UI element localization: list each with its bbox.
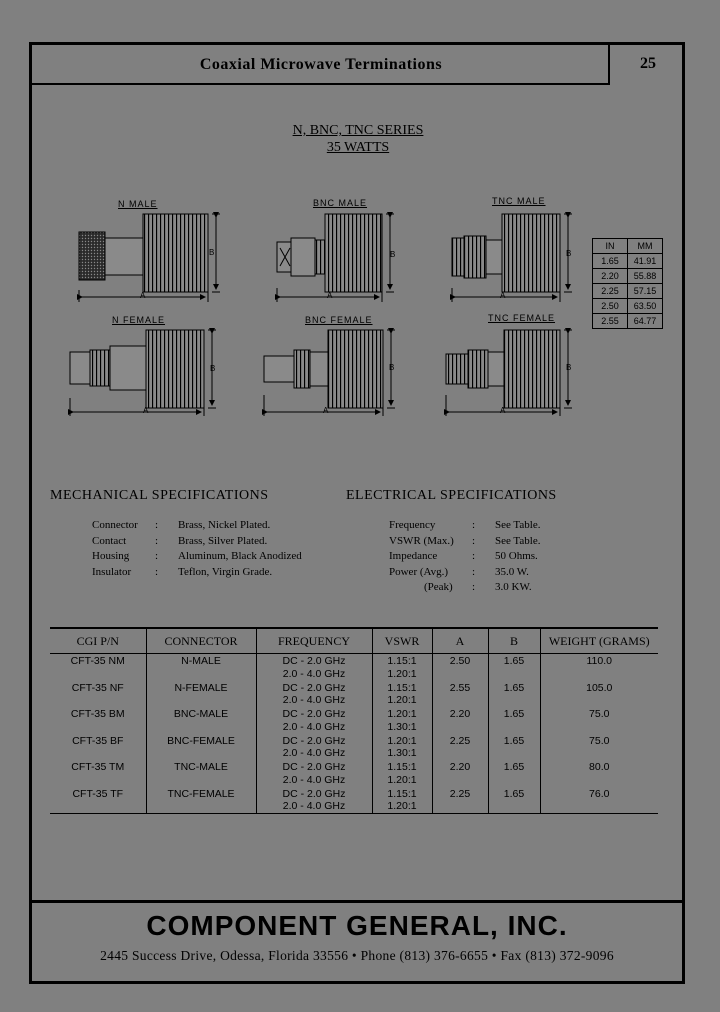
cell-vswr xyxy=(372,681,432,708)
vswr-line: 1.20:1 xyxy=(387,734,417,747)
dim-b-label: B xyxy=(566,363,572,372)
label-tnc-male: TNC MALE xyxy=(492,196,546,206)
dim-a-label: A xyxy=(323,406,329,415)
cell-b: 1.65 xyxy=(488,734,540,761)
spec-value: Brass, Nickel Plated. xyxy=(178,519,271,531)
freq-line: 2.0 - 4.0 GHz xyxy=(282,800,346,812)
vswr-line: 1.15:1 xyxy=(387,655,417,667)
cell-connector: N-MALE xyxy=(146,654,256,681)
bnc-male-drawing xyxy=(277,214,394,302)
spec-sep: : xyxy=(472,581,476,593)
vswr-line: 1.15:1 xyxy=(387,761,417,773)
col-header-pn: CGI P/N xyxy=(50,628,146,654)
spec-sep: : xyxy=(155,519,159,531)
cell-connector: BNC-MALE xyxy=(146,707,256,734)
mechanical-title: MECHANICAL SPECIFICATIONS xyxy=(50,488,269,503)
spec-sep: : xyxy=(155,565,159,578)
company-address: 2445 Success Drive, Odessa, Florida 33556 • Phone (813) 376-6655 • Fax (813) 372-9096 xyxy=(100,948,614,963)
spec-label: Impedance xyxy=(389,550,438,562)
page-number: 25 xyxy=(640,55,656,72)
col-header-vswr: VSWR xyxy=(372,628,432,654)
cell-frequency xyxy=(256,707,372,734)
cell-vswr xyxy=(372,707,432,734)
cell-a: 2.25 xyxy=(432,787,488,814)
series-line-2: 35 WATTS xyxy=(326,140,390,155)
n-female-drawing xyxy=(70,330,216,416)
freq-line: 2.0 - 4.0 GHz xyxy=(282,747,346,759)
label-bnc-male: BNC MALE xyxy=(313,198,368,208)
cell-vswr xyxy=(372,734,432,761)
dim-a-label: A xyxy=(500,291,506,300)
cell-a: 2.20 xyxy=(432,707,488,734)
col-header-a: A xyxy=(432,628,488,654)
cell-a: 2.20 xyxy=(432,760,488,787)
dim-b-label: B xyxy=(566,249,572,258)
spec-label: Contact xyxy=(92,534,127,547)
page-title: Coaxial Microwave Terminations xyxy=(199,56,443,73)
parts-table xyxy=(50,627,658,814)
col-header-connector: CONNECTOR xyxy=(146,628,256,654)
dimension-table xyxy=(592,238,663,329)
vswr-line: 1.20:1 xyxy=(387,773,417,786)
dim-cell: 2.25 xyxy=(593,284,628,299)
vswr-line: 1.20:1 xyxy=(387,694,417,706)
tnc-female-drawing xyxy=(446,330,572,416)
freq-line: 2.0 - 4.0 GHz xyxy=(282,773,346,786)
table-row xyxy=(50,734,658,761)
freq-line: 2.0 - 4.0 GHz xyxy=(282,694,346,706)
cell-a: 2.50 xyxy=(432,654,488,681)
freq-line: 2.0 - 4.0 GHz xyxy=(282,720,346,733)
spec-sep: : xyxy=(472,550,476,562)
cell-b: 1.65 xyxy=(488,707,540,734)
dim-cell: 2.55 xyxy=(593,314,628,329)
cell-pn: CFT-35 NM xyxy=(70,655,125,667)
cell-weight: 76.0 xyxy=(540,787,658,814)
dim-header-mm: MM xyxy=(628,239,663,254)
spec-value: 50 Ohms. xyxy=(495,550,538,562)
label-n-female: N FEMALE xyxy=(112,315,166,325)
cell-b: 1.65 xyxy=(488,787,540,814)
vswr-line: 1.20:1 xyxy=(387,708,417,720)
dim-a-label: A xyxy=(143,406,149,415)
cell-frequency xyxy=(256,760,372,787)
vswr-line: 1.20:1 xyxy=(387,800,417,812)
cell-frequency xyxy=(256,787,372,814)
spec-sep: : xyxy=(155,534,159,547)
freq-line: DC - 2.0 GHz xyxy=(282,681,346,694)
dim-b-label: B xyxy=(209,248,215,257)
label-bnc-female: BNC FEMALE xyxy=(305,315,373,325)
bnc-female-drawing xyxy=(264,330,395,416)
spec-sep: : xyxy=(472,534,476,547)
cell-pn: CFT-35 BM xyxy=(70,708,125,720)
dim-cell: 63.50 xyxy=(628,299,663,314)
label-n-male: N MALE xyxy=(118,199,158,209)
cell-vswr xyxy=(372,654,432,681)
cell-weight: 80.0 xyxy=(540,760,658,787)
vswr-line: 1.30:1 xyxy=(387,720,417,733)
dim-cell: 2.20 xyxy=(593,269,628,284)
freq-line: DC - 2.0 GHz xyxy=(282,761,346,773)
label-tnc-female: TNC FEMALE xyxy=(488,313,556,323)
dim-b-label: B xyxy=(390,250,396,259)
electrical-seps xyxy=(472,518,475,596)
spec-value: 35.0 W. xyxy=(495,565,529,578)
electrical-title: ELECTRICAL SPECIFICATIONS xyxy=(346,488,557,503)
freq-line: DC - 2.0 GHz xyxy=(282,655,346,667)
cell-connector: TNC-FEMALE xyxy=(146,787,256,814)
series-line-1: N, BNC, TNC SERIES xyxy=(292,123,424,138)
dim-cell: 57.15 xyxy=(628,284,663,299)
cell-b: 1.65 xyxy=(488,654,540,681)
spec-value: See Table. xyxy=(495,519,541,531)
spec-label: Frequency xyxy=(389,519,436,531)
freq-line: 2.0 - 4.0 GHz xyxy=(282,667,346,680)
parts-header-row xyxy=(50,628,658,654)
cell-connector: TNC-MALE xyxy=(146,760,256,787)
freq-line: DC - 2.0 GHz xyxy=(282,734,346,747)
spec-value: Aluminum, Black Anodized xyxy=(178,550,302,562)
spec-value: Teflon, Virgin Grade. xyxy=(178,565,273,578)
n-male-drawing xyxy=(79,214,220,302)
col-header-weight: WEIGHT (GRAMS) xyxy=(540,628,658,654)
cell-a: 2.55 xyxy=(432,681,488,708)
spec-label: (Peak) xyxy=(424,581,453,593)
spec-label: Connector xyxy=(92,519,138,531)
table-row xyxy=(50,787,658,814)
mechanical-seps xyxy=(155,518,158,580)
spec-sep: : xyxy=(155,550,159,562)
spec-value: See Table. xyxy=(495,534,541,547)
spec-sep: : xyxy=(472,565,476,578)
mechanical-labels xyxy=(92,518,138,580)
cell-b: 1.65 xyxy=(488,760,540,787)
spec-label: Housing xyxy=(92,550,130,562)
cell-frequency xyxy=(256,681,372,708)
cell-weight: 110.0 xyxy=(540,654,658,681)
vswr-line: 1.15:1 xyxy=(387,787,417,800)
dim-cell: 55.88 xyxy=(628,269,663,284)
vswr-line: 1.30:1 xyxy=(387,747,417,759)
col-header-frequency: FREQUENCY xyxy=(256,628,372,654)
cell-weight: 75.0 xyxy=(540,707,658,734)
dim-cell: 1.65 xyxy=(593,254,628,269)
dim-a-label: A xyxy=(327,291,333,300)
footer-divider xyxy=(32,900,682,903)
cell-pn: CFT-35 NF xyxy=(71,681,124,694)
cell-pn: CFT-35 BF xyxy=(72,734,124,747)
spec-label: Insulator xyxy=(92,565,132,578)
tnc-male-drawing xyxy=(452,214,572,302)
freq-line: DC - 2.0 GHz xyxy=(282,708,346,720)
dim-cell: 41.91 xyxy=(628,254,663,269)
cell-frequency xyxy=(256,734,372,761)
dim-b-label: B xyxy=(210,364,216,373)
spec-label: VSWR (Max.) xyxy=(389,534,454,547)
cell-a: 2.25 xyxy=(432,734,488,761)
table-row xyxy=(50,707,658,734)
cell-b: 1.65 xyxy=(488,681,540,708)
cell-connector: N-FEMALE xyxy=(146,681,256,708)
dim-cell: 64.77 xyxy=(628,314,663,329)
dim-b-label: B xyxy=(389,363,395,372)
electrical-values xyxy=(495,518,540,596)
dim-a-label: A xyxy=(500,406,506,415)
table-row xyxy=(50,681,658,708)
vswr-line: 1.20:1 xyxy=(387,667,417,680)
cell-connector: BNC-FEMALE xyxy=(146,734,256,761)
vswr-line: 1.15:1 xyxy=(387,681,417,694)
cell-weight: 105.0 xyxy=(540,681,658,708)
cell-pn: CFT-35 TM xyxy=(71,761,125,773)
company-name: COMPONENT GENERAL, INC. xyxy=(146,910,568,941)
spec-value: Brass, Silver Plated. xyxy=(178,534,268,547)
mechanical-values xyxy=(178,518,302,580)
electrical-labels xyxy=(389,518,454,596)
cell-pn: CFT-35 TF xyxy=(50,787,146,814)
dim-header-in: IN xyxy=(593,239,628,254)
cell-vswr xyxy=(372,760,432,787)
table-row xyxy=(50,654,658,681)
cell-weight: 75.0 xyxy=(540,734,658,761)
dim-cell: 2.50 xyxy=(593,299,628,314)
cell-frequency xyxy=(256,654,372,681)
spec-sep: : xyxy=(472,519,476,531)
col-header-b: B xyxy=(488,628,540,654)
freq-line: DC - 2.0 GHz xyxy=(282,787,346,800)
connector-drawings xyxy=(0,0,720,440)
dim-a-label: A xyxy=(140,291,146,300)
cell-vswr xyxy=(372,787,432,814)
spec-label: Power (Avg.) xyxy=(389,565,449,578)
table-row xyxy=(50,760,658,787)
spec-value: 3.0 KW. xyxy=(495,581,532,593)
